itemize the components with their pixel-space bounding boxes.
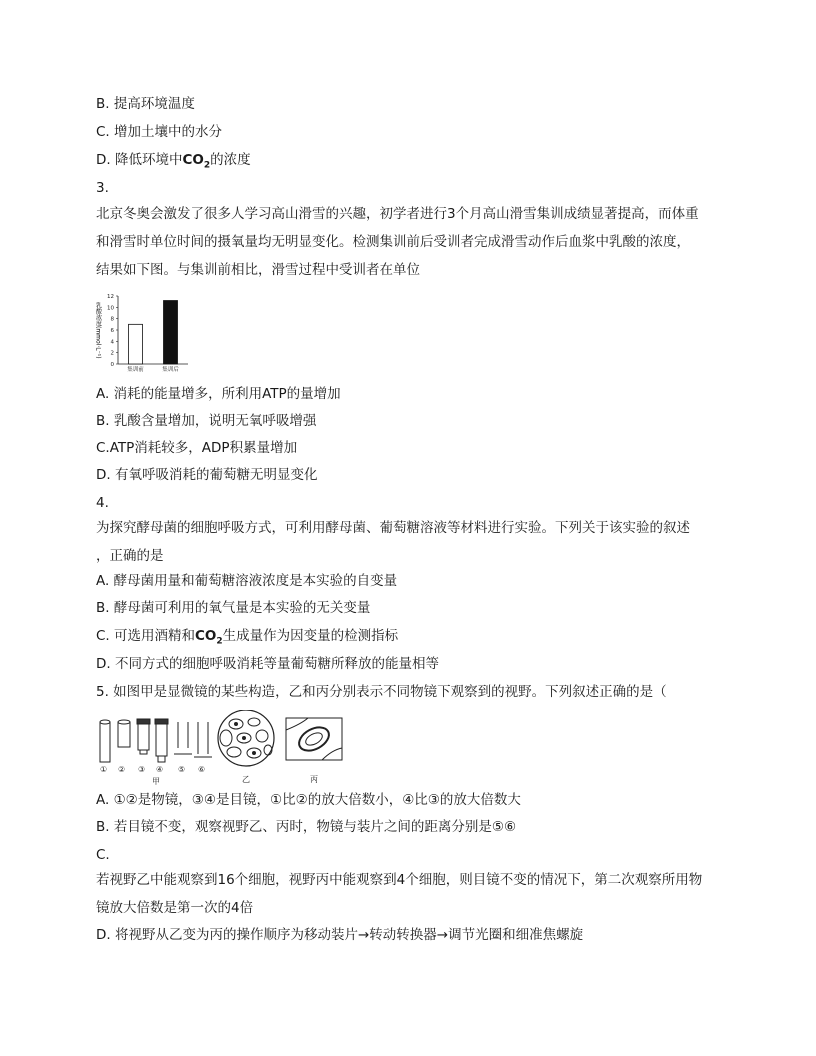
q2-option-d-prefix: D. 降低环境中 xyxy=(96,152,183,168)
label-yi: 乙 xyxy=(242,775,250,784)
co2-subscript: 2 xyxy=(216,636,223,647)
chart-bars xyxy=(129,301,178,364)
q4-option-b: B. 酵母菌可利用的氧气量是本实验的无关变量 xyxy=(96,600,371,616)
y-tick-label: 8 xyxy=(110,316,114,323)
q5-option-c-line-1: 若视野乙中能观察到16个细胞，视野丙中能观察到4个细胞，则目镜不变的情况下，第二次观察所用物 xyxy=(96,872,703,888)
co2-text: CO xyxy=(195,628,217,644)
co2-subscript: 2 xyxy=(203,160,211,171)
q4-option-a: A. 酵母菌用量和葡萄糖溶液浓度是本实验的自变量 xyxy=(96,573,398,589)
label-6: ⑥ xyxy=(198,765,206,774)
q4-stem-line-2: ，正确的是 xyxy=(96,548,164,564)
q3-stem-line-2: 和滑雪时单位时间的摄氧量均无明显变化。检测集训前后受训者完成滑雪动作后血浆中乳酸的浓度， xyxy=(96,234,690,250)
co2-text: CO xyxy=(182,152,204,168)
chart-y-ticks xyxy=(107,294,118,368)
q4-option-c xyxy=(96,627,398,651)
q2-option-d-suffix: 的浓度 xyxy=(210,152,251,168)
objective-4-icon xyxy=(155,719,168,762)
label-2: ② xyxy=(118,765,126,774)
eyepiece-1-icon xyxy=(100,720,110,762)
q2-option-d xyxy=(96,151,251,175)
q2-option-c: C. 增加土壤中的水分 xyxy=(96,124,223,140)
q5-option-c-line-2: 镜放大倍数是第一次的4倍 xyxy=(96,900,254,916)
q4-option-c-suffix: 生成量作为因变量的检测指标 xyxy=(222,628,399,644)
y-tick-label: 2 xyxy=(110,350,114,357)
view-yi-cells xyxy=(218,710,274,766)
bar-2 xyxy=(164,301,178,364)
lactate-bar-chart xyxy=(92,290,192,374)
q5-option-b: B. 若目镜不变，观察视野乙、丙时，物镜与装片之间的距离分别是⑤⑥ xyxy=(96,819,517,835)
q3-option-b: B. 乳酸含量增加，说明无氧呼吸增强 xyxy=(96,413,317,429)
q3-option-c: C.ATP消耗较多，ADP积累量增加 xyxy=(96,440,298,456)
objective-3-icon xyxy=(137,719,150,754)
q5-option-d: D. 将视野从乙变为丙的操作顺序为移动装片→转动转换器→调节光圈和细准焦螺旋 xyxy=(96,927,584,943)
co2-formula xyxy=(195,628,223,647)
view-bing-cells xyxy=(286,718,342,760)
q3-option-a: A. 消耗的能量增多，所利用ATP的量增加 xyxy=(96,386,341,402)
q3-stem xyxy=(96,200,722,284)
y-tick-label: 10 xyxy=(107,305,114,312)
q4-stem xyxy=(96,514,722,570)
distance-5-icon xyxy=(174,722,192,754)
q4-number: 4. xyxy=(96,495,109,511)
distance-6-icon xyxy=(194,722,212,757)
label-jia: 甲 xyxy=(152,777,160,786)
label-1: ① xyxy=(100,765,108,774)
q5-option-c xyxy=(96,866,722,922)
q2-option-b: B. 提高环境温度 xyxy=(96,96,195,112)
label-3: ③ xyxy=(138,765,146,774)
y-tick-label: 12 xyxy=(107,294,114,300)
eyepiece-2-icon xyxy=(118,720,130,747)
chart-x-labels xyxy=(127,365,179,373)
q5-option-a: A. ①②是物镜，③④是目镜，①比②的放大倍数小，④比③的放大倍数大 xyxy=(96,792,521,808)
q4-option-d: D. 不同方式的细胞呼吸消耗等量葡萄糖所释放的能量相等 xyxy=(96,656,439,672)
label-5: ⑤ xyxy=(178,765,186,774)
q3-stem-line-1: 北京冬奥会激发了很多人学习高山滑雪的兴趣，初学者进行3个月高山滑雪集训成绩显著提高，而体重 xyxy=(96,206,699,222)
chart-ylabel: 乳酸浓度(mmol·L⁻¹) xyxy=(94,302,102,359)
bar-1 xyxy=(129,324,143,364)
q4-stem-line-1: 为探究酵母菌的细胞呼吸方式，可利用酵母菌、葡萄糖溶液等材料进行实验。下列关于该实验的叙述 xyxy=(96,520,690,536)
label-4: ④ xyxy=(156,765,164,774)
y-tick-label: 6 xyxy=(110,328,114,334)
x-tick-label: 集训后 xyxy=(162,367,179,373)
q4-option-c-prefix: C. 可选用酒精和 xyxy=(96,628,196,644)
q3-option-d: D. 有氧呼吸消耗的葡萄糖无明显变化 xyxy=(96,467,318,483)
y-tick-label: 4 xyxy=(110,339,114,346)
x-tick-label: 集训前 xyxy=(127,367,144,373)
co2-formula xyxy=(182,152,211,171)
q3-number: 3. xyxy=(96,180,109,196)
label-bing: 丙 xyxy=(310,775,318,784)
microscope-figure xyxy=(96,710,356,786)
q5-option-c-label: C. xyxy=(96,847,110,863)
y-tick-label: 0 xyxy=(110,362,114,368)
q5-stem: 5. 如图甲是显微镜的某些构造，乙和丙分别表示不同物镜下观察到的视野。下列叙述正确的是（ xyxy=(96,684,667,700)
q3-stem-line-3: 结果如下图。与集训前相比，滑雪过程中受训者在单位 xyxy=(96,262,420,278)
